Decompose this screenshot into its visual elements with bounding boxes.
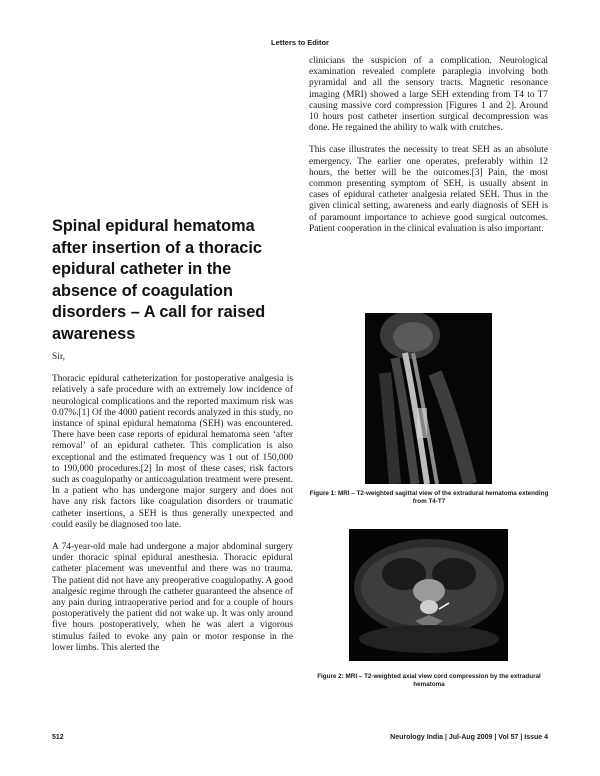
paragraph: This case illustrates the necessity to treat SEH as an absolute emergency. The earlier one operates, preferably within 12 hours, the better will be the outcomes.[3] Pain, the most common presenting symptom of SEH, is usually absent in cases of epidural catheter analgesia related SEH. Thus in the given clinical setting, awareness and early diagnosis of SEH is of paramount importance to achieve good surgical outcomes. Patient cooperation in the clinical evaluation is also important. [309, 145, 548, 234]
page-number: 512 [52, 734, 64, 741]
paragraph: Thoracic epidural catheterization for postoperative analgesia is relatively a safe procedure with an extremely low incidence of neurological complications and the reported maximum risk was 0.07%.[1] Of the 4000 patient records analyzed in this study, no instance of spinal epidural hematoma (SEH) was encountered. There have been case reports of epidural hematoma seen ‘after removal’ of an epidural catheter. This complication is also exceptional and the estimated frequency was 1 out of 150,000 to 190,000 procedures.[2] In most of these cases, risk factors such as coagulopathy or anticoagulation treatment were present. In a patient who has undergone major surgery and does not have any risk factors like coagulation disorders or traumatic catheter insertions, a SEH is thus generally unexpected and could easily be diagnosed too late. [52, 374, 293, 530]
journal-info: Neurology India | Jul-Aug 2009 | Vol 57 | Issue 4 [390, 734, 548, 741]
mri-axial-image [349, 529, 508, 661]
right-column [309, 56, 548, 246]
figure-1-caption: Figure 1: MRI – T2-weighted sagittal view of the extradural hematoma extending from T4-T7 [309, 490, 549, 505]
mri-sagittal-image [365, 313, 492, 484]
left-column [52, 352, 293, 665]
figure-1-mri-sagittal [365, 313, 492, 484]
figure-2-mri-axial [349, 529, 508, 661]
paragraph: clinicians the suspicion of a complication. Neurological examination revealed complete paraplegia involving both pyramidal and all the sensory tracts. Magnetic resonance imaging (MRI) showed a large SEH extending from T4 to T7 causing massive cord compression [Figures 1 and 2]. Around 10 hours post catheter insertion surgical decompression was done. He regained the ability to walk with crutches. [309, 56, 548, 134]
figure-2-caption: Figure 2: MRI – T2-weighted axial view cord compression by the extradural hematoma [317, 673, 541, 688]
salutation: Sir, [52, 352, 65, 362]
section-header: Letters to Editor [271, 38, 329, 47]
article-title: Spinal epidural hematoma after insertion of a thoracic epidural catheter in the absence of coagulation disorders – A call for raised awareness [52, 217, 266, 343]
paragraph: A 74-year-old male had undergone a major abdominal surgery under thoracic spinal epidural anesthesia. Thoracic epidural catheter placement was uneventful and there was no trauma. The patient did not have any preoperative coagulopathy. A good analgesic regime through the catheter guaranteed the absence of any pain during intraoperative period and for a couple of hours postoperatively the patient did not wake up. It was only around five hours postoperatively, when he was alert a vigorous stimulus failed to evoke any pain or motor response in the lower limbs. This alerted the [52, 542, 293, 653]
